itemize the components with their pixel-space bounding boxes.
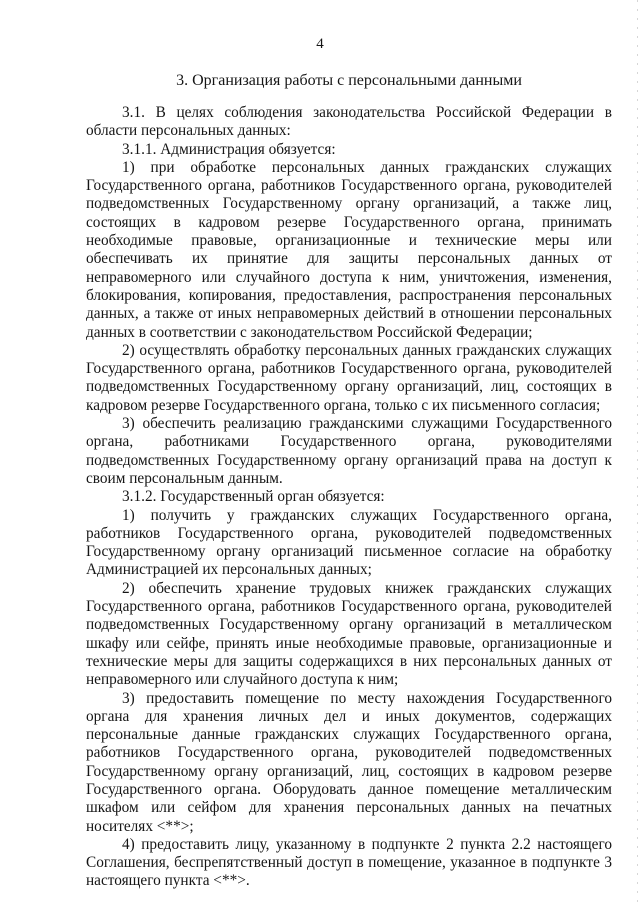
list-item-organ-4: 4) предоставить лицу, указанному в подпункте 2 пункта 2.2 настоящего Соглашения, беспрепятственный доступ в помещение, указанное в подпункте 3 настоящего пункта <**>.	[86, 835, 612, 890]
paragraph-3-1-2: 3.1.2. Государственный орган обязуется:	[122, 488, 385, 506]
list-item-organ-1: 1) получить у гражданских служащих Государственного органа, работников Государственного органа, руководителей подведомственных Государственному органу организаций письменное согласие на обработку Администрацией их персональных данных;	[86, 506, 612, 579]
page-number: 4	[316, 36, 324, 52]
list-item-organ-2: 2) обеспечить хранение трудовых книжек гражданских служащих Государственного органа, работников Государственного органа, руководителей подведомственных Государственному органу организаций в металлическом шкафу или сейфе, принять иные необходимые правовые, организационные и технические меры для защиты содержащихся в них персональных данных от неправомерного или случайного доступа к ним;	[86, 579, 612, 689]
document-body	[86, 104, 612, 891]
section-title: 3. Организация работы с персональными данными	[176, 72, 522, 89]
paragraph-3-1: 3.1. В целях соблюдения законодательства Российской Федерации в области персональных данных:	[86, 104, 612, 140]
list-item-organ-3: 3) предоставить помещение по месту нахождения Государственного органа для хранения личных дел и иных документов, содержащих персональные данные гражданских служащих Государственного органа, работников Государственного органа, руководителей подведомственных Государственному органу организаций, лиц, состоящих в кадровом резерве Государственного органа. Оборудовать данное помещение металлическим шкафом или сейфом для хранения персональных данных на печатных носителях <**>;	[86, 689, 612, 835]
paragraph-3-1-1: 3.1.1. Администрация обязуется:	[122, 140, 336, 158]
scan-edge-mark	[637, 0, 638, 905]
list-item-admin-1: 1) при обработке персональных данных гражданских служащих Государственного органа, работников Государственного органа, руководителей подведомственных Государственному органу организаций, а также лиц, состоящих в кадровом резерве Государственного органа, принимать необходимые правовые, организационные и технические меры или обеспечивать их принятие для защиты персональных данных от неправомерного или случайного доступа к ним, уничтожения, изменения, блокирования, копирования, предоставления, распространения персональных данных, а также от иных неправомерных действий в отношении персональных данных в соответствии с законодательством Российской Федерации;	[86, 158, 612, 341]
list-item-admin-2: 2) осуществлять обработку персональных данных гражданских служащих Государственного органа, работников Государственного органа, руководителей подведомственных Государственному органу организаций, лиц, состоящих в кадровом резерве Государственного органа, только с их письменного согласия;	[86, 341, 612, 414]
list-item-admin-3: 3) обеспечить реализацию гражданскими служащими Государственного органа, работниками Государственного органа, руководителями подведомственных Государственному органу организаций права на доступ к своим персональным данным.	[86, 415, 612, 487]
